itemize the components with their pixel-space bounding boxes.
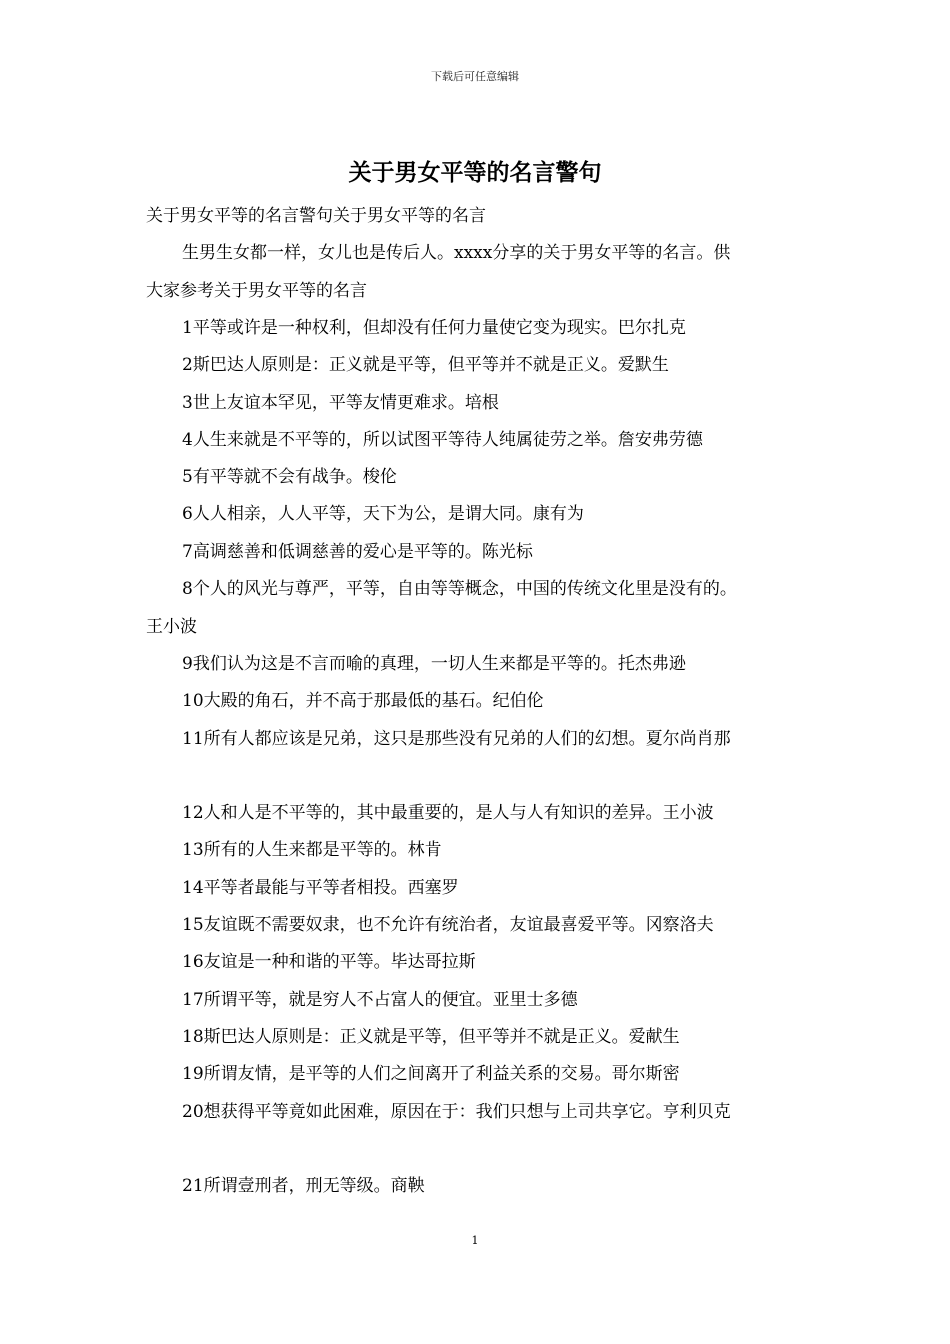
document-subtitle: 关于男女平等的名言警句关于男女平等的名言 [146,206,486,226]
quote-item: 2斯巴达人原则是：正义就是平等，但平等并不就是正义。爱默生 [182,355,669,375]
quote-item: 16友谊是一种和谐的平等。毕达哥拉斯 [182,952,476,972]
intro-line-2: 大家参考关于男女平等的名言 [146,281,367,301]
quote-item: 13所有的人生来都是平等的。林肯 [182,840,442,860]
quote-item: 17所谓平等，就是穷人不占富人的便宜。亚里士多德 [182,990,578,1010]
document-title: 关于男女平等的名言警句 [348,159,602,186]
quote-item: 12人和人是不平等的，其中最重要的，是人与人有知识的差异。王小波 [182,803,714,823]
page-header-note: 下载后可任意编辑 [431,70,519,83]
quote-item: 7高调慈善和低调慈善的爱心是平等的。陈光标 [182,542,533,562]
quote-item-continuation: 王小波 [146,617,197,637]
quote-item: 20想获得平等竟如此困难，原因在于：我们只想与上司共享它。亨利贝克 [182,1102,731,1122]
quote-item: 5有平等就不会有战争。梭伦 [182,467,397,487]
quote-item: 6人人相亲，人人平等，天下为公，是谓大同。康有为 [182,504,584,524]
intro-line-1: 生男生女都一样，女儿也是传后人。xxxx分享的关于男女平等的名言。供 [182,243,731,263]
quote-item: 4人生来就是不平等的，所以试图平等待人纯属徒劳之举。詹安弗劳德 [182,430,703,450]
quote-item: 15友谊既不需要奴隶，也不允许有统治者，友谊最喜爱平等。冈察洛夫 [182,915,714,935]
quote-item: 8个人的风光与尊严，平等，自由等等概念，中国的传统文化里是没有的。 [182,579,737,599]
quote-item: 10大殿的角石，并不高于那最低的基石。纪伯伦 [182,691,544,711]
quote-item: 9我们认为这是不言而喻的真理，一切人生来都是平等的。托杰弗逊 [182,654,686,674]
page-number: 1 [471,1234,479,1247]
quote-item: 21所谓壹刑者，刑无等级。商鞅 [182,1176,425,1196]
quote-item: 19所谓友情，是平等的人们之间离开了利益关系的交易。哥尔斯密 [182,1064,680,1084]
quote-item: 3世上友谊本罕见，平等友情更难求。培根 [182,393,499,413]
quote-item: 14平等者最能与平等者相投。西塞罗 [182,878,459,898]
quote-item: 11所有人都应该是兄弟，这只是那些没有兄弟的人们的幻想。夏尔尚肖那 [182,729,731,749]
quote-item: 1平等或许是一种权利，但却没有任何力量使它变为现实。巴尔扎克 [182,318,686,338]
quote-item: 18斯巴达人原则是：正义就是平等，但平等并不就是正义。爱献生 [182,1027,680,1047]
